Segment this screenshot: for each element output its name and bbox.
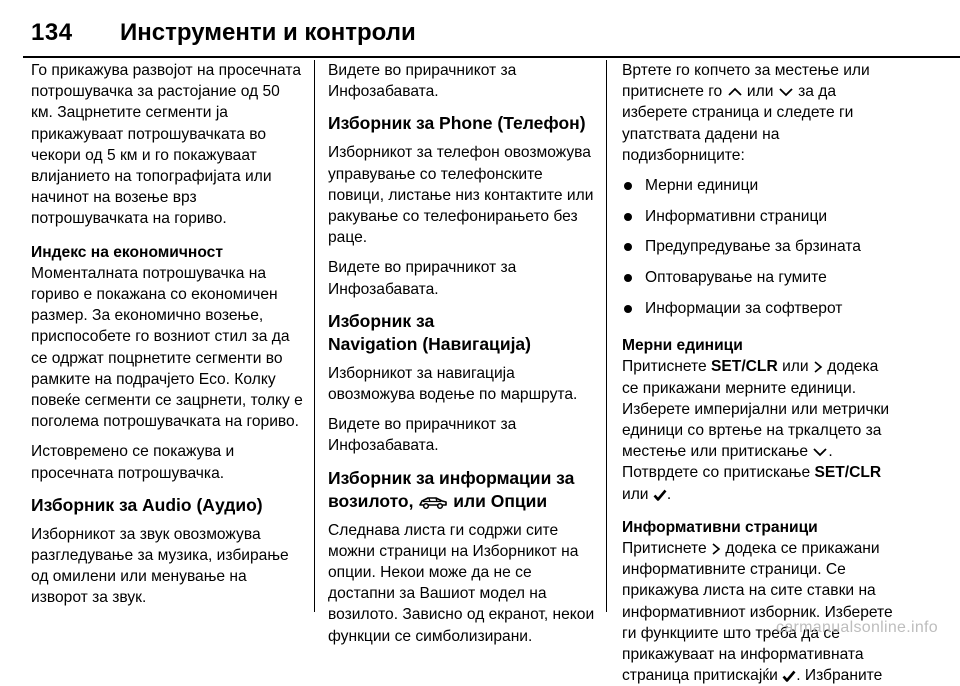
heading-text: или Опции bbox=[453, 490, 548, 511]
heading-navigation-menu bbox=[328, 310, 600, 356]
page-title: Инструменти и контроли bbox=[120, 19, 416, 46]
paragraph: Изборникот за навигација овозможува водење по маршрута. bbox=[328, 364, 578, 404]
list-item-label: Информации за софтверот bbox=[645, 299, 843, 317]
text-run: Вртете го копчето за местење или притиснете го bbox=[622, 62, 870, 101]
column-divider bbox=[606, 60, 607, 612]
list-item bbox=[622, 236, 894, 257]
subheading-units: Мерни единици bbox=[622, 337, 743, 355]
chevron-down-icon bbox=[778, 86, 794, 98]
heading-phone-menu: Изборник за Phone (Телефон) bbox=[328, 113, 586, 134]
list-item-label: Информативни страници bbox=[645, 207, 828, 225]
text-run: или bbox=[622, 485, 649, 503]
text-run: за да изберете страница и следете ги упатствата дадени на подизборниците: bbox=[622, 83, 854, 164]
paragraph: Моменталната потрошувачка на гориво е покажана со економичен размер. За економично возење, приспособете го возниот стил за да се одржат поцрнетите сегменти во рамките на подрачјето Eco. Колку повеќе сегменти се зацрнети, толку е поголема потрошувачката на гориво. bbox=[31, 264, 303, 431]
text-run: додека се прикажани мерните единици. Изберете империјални или метрички единици со вртење на тркалцето за местење или притискање bbox=[622, 358, 890, 461]
bullet bbox=[624, 213, 632, 221]
paragraph bbox=[622, 60, 894, 166]
list-item-label: Предупредување за брзината bbox=[645, 238, 861, 256]
bullet bbox=[624, 274, 632, 282]
list-item bbox=[622, 298, 894, 319]
heading-vehicle-info-menu bbox=[328, 467, 600, 513]
chevron-down-icon bbox=[812, 446, 828, 458]
text-run: или bbox=[782, 358, 809, 376]
page-number: 134 bbox=[31, 19, 73, 46]
paragraph: Изборникот за звук овозможува разгледување за музика, избирање од омилени или менување на изворот за звук. bbox=[31, 525, 289, 607]
chevron-up-icon bbox=[727, 86, 743, 98]
list-item-label: Мерни единици bbox=[645, 177, 759, 195]
submenu-list bbox=[622, 175, 894, 319]
check-icon bbox=[782, 669, 796, 683]
paragraph: Видете во прирачникот за Инфозабавата. bbox=[328, 416, 517, 455]
column-1 bbox=[31, 60, 303, 612]
text-run: . Избраните bbox=[796, 667, 883, 685]
heading-audio-menu: Изборник за Audio (Аудио) bbox=[31, 494, 263, 515]
text-run: или bbox=[746, 83, 774, 101]
column-divider bbox=[314, 60, 315, 612]
text-run: додека се прикажани информативните страници. Се прикажува листа на сите ставки на информативниот изборник. Изберете ги функциите што треба да се прикажуваат на информативната страница притискајќи bbox=[622, 540, 893, 685]
paragraph: Истовремено се покажува и просечната потрошувачка. bbox=[31, 443, 235, 482]
bullet bbox=[624, 305, 632, 313]
set-clr-label: SET/CLR bbox=[814, 464, 882, 482]
text-run: . bbox=[666, 485, 672, 503]
heading-text: Изборник за информации за возилото, bbox=[328, 467, 575, 511]
set-clr-label: SET/CLR bbox=[711, 358, 778, 376]
list-item bbox=[622, 175, 894, 196]
paragraph: Изборникот за телефон овозможува управување со телефонските повици, листање низ контактите или ракување со телефонирањето без раце. bbox=[328, 144, 594, 247]
paragraph: Следнава листа ги содржи сите можни страници на Изборникот на опции. Некои може да не се достапни за Вашиот модел на возилото. Зависно од екранот, некои функции се симболизирани. bbox=[328, 521, 595, 645]
page-header bbox=[0, 0, 960, 60]
text-run: Притиснете bbox=[622, 540, 707, 558]
watermark: carmanualsonline.info bbox=[776, 619, 938, 636]
header-rule bbox=[23, 56, 960, 58]
list-item bbox=[622, 267, 894, 288]
text-run: Притиснете bbox=[622, 358, 707, 376]
text-run: . Потврдете со притискање bbox=[622, 443, 833, 482]
car-icon bbox=[418, 494, 448, 510]
paragraph bbox=[622, 538, 894, 686]
column-2 bbox=[328, 60, 600, 645]
paragraph: Видете во прирачникот за Инфозабавата. bbox=[328, 62, 517, 101]
heading-line: Navigation (Навигација) bbox=[328, 333, 531, 354]
chevron-right-icon bbox=[711, 542, 721, 556]
paragraph bbox=[622, 356, 894, 504]
paragraph: Го прикажува развојот на просечната потрошувачка за растојание од 50 км. Зацрнетите сегменти ја прикажуваат потрошувачката во чекори од 5 км и го покажуваат влијанието на топографијата или начинот на возење врз потрошувачката на гориво. bbox=[31, 62, 302, 228]
chevron-right-icon bbox=[813, 360, 823, 374]
heading-line: Изборник за bbox=[328, 310, 435, 331]
paragraph: Видете во прирачникот за Инфозабавата. bbox=[328, 259, 517, 298]
list-item bbox=[622, 206, 894, 227]
bullet bbox=[624, 182, 632, 190]
subheading-economy-index: Индекс на економичност bbox=[31, 243, 223, 261]
bullet bbox=[624, 243, 632, 251]
check-icon bbox=[653, 488, 667, 502]
subheading-info-pages: Информативни страници bbox=[622, 518, 818, 536]
list-item-label: Оптоварување на гумите bbox=[645, 269, 827, 287]
